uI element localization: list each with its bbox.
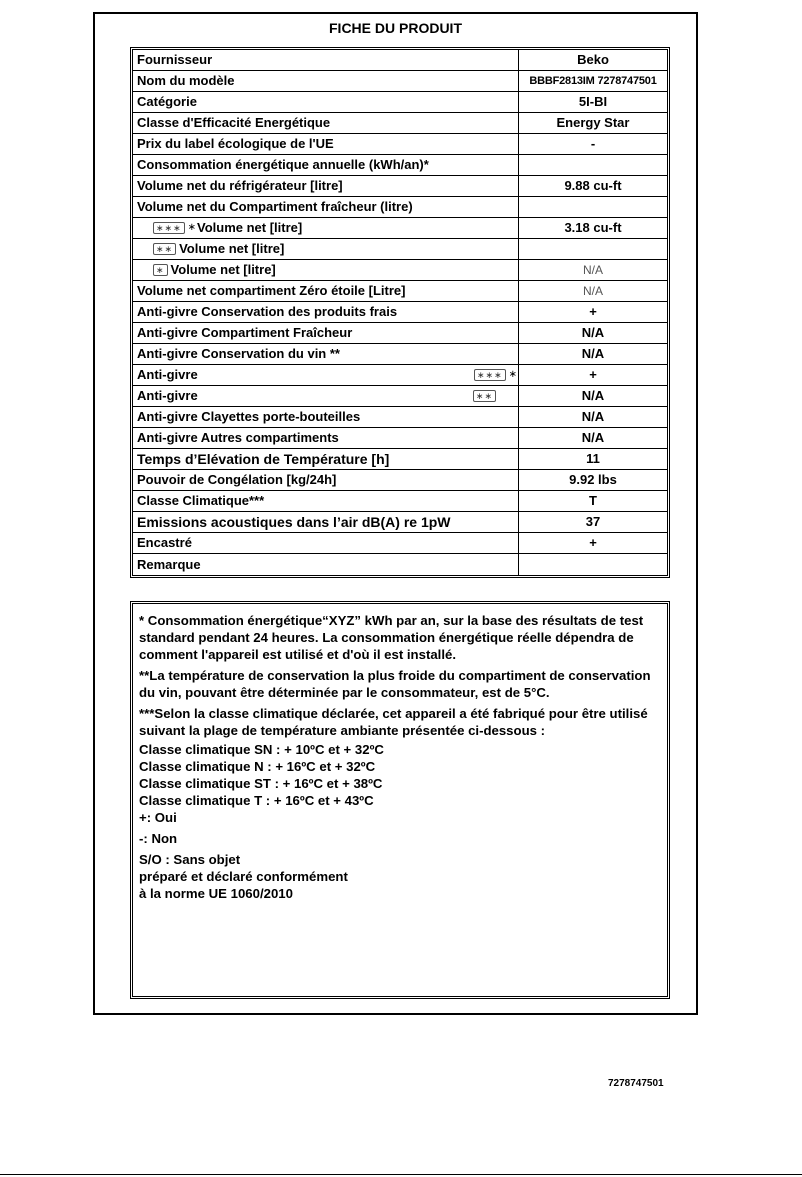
table-row [133, 554, 667, 575]
row-label: Nom du modèle [133, 71, 519, 91]
row-label: Prix du label écologique de l'UE [133, 134, 519, 154]
table-row [133, 50, 667, 71]
climate-class-line: Classe climatique SN : + 10ºC et + 32ºC [139, 742, 384, 757]
row-value: 5I-BI [578, 94, 608, 109]
row-label: Anti-givre [137, 367, 198, 382]
legend-line: à la norme UE 1060/2010 [139, 886, 293, 901]
row-value: + [589, 304, 597, 319]
row-label: Anti-givre Autres compartiments [133, 428, 519, 448]
table-row [133, 176, 667, 197]
row-label-with-icon [133, 239, 519, 259]
row-value [519, 155, 667, 175]
legend-line: -: Non [139, 831, 178, 846]
row-label: Encastré [133, 533, 519, 553]
row-label: Volume net [litre] [197, 220, 303, 235]
legend-line: préparé et déclaré conformément [139, 869, 348, 884]
row-value: 9.92 lbs [569, 472, 617, 487]
climate-class-line: Classe climatique T : + 16ºC et + 43ºC [139, 793, 374, 808]
row-label: Volume net compartiment Zéro étoile [Litre] [133, 281, 519, 301]
row-label: Volume net [litre] [170, 262, 276, 277]
row-label: Temps d’Elévation de Température [h] [133, 449, 519, 469]
row-label: Catégorie [133, 92, 519, 112]
footnotes-box [130, 601, 670, 999]
climate-class-line: Classe climatique N : + 16ºC et + 32ºC [139, 759, 376, 774]
row-label: Classe Climatique*** [133, 491, 519, 511]
table-row [133, 260, 667, 281]
star-tail-icon: ∗ [187, 222, 197, 233]
footnote-wine-temperature: **La température de conservation la plus froide du compartiment de conservation du vin, pouvant être déterminée par le consommateur, est de 5°C. [139, 668, 651, 700]
row-value: N/A [582, 263, 603, 277]
row-label-with-icon [133, 218, 519, 238]
row-label: Volume net du Compartiment fraîcheur (litre) [133, 197, 519, 217]
row-value: + [589, 367, 597, 382]
star-tail-icon: ∗ [508, 369, 517, 380]
table-row [133, 344, 667, 365]
table-row [133, 71, 667, 92]
table-row [133, 470, 667, 491]
row-label: Fournisseur [133, 50, 519, 70]
legend-line: +: Oui [139, 810, 177, 825]
row-value: + [589, 535, 597, 550]
climate-class-line: Classe climatique ST : + 16ºC et + 38ºC [139, 776, 383, 791]
row-value: BBBF2813IM 7278747501 [529, 75, 657, 87]
table-row [133, 281, 667, 302]
one-star-icon: ∗ [153, 264, 168, 276]
table-row [133, 113, 667, 134]
row-label: Anti-givre Conservation des produits frais [133, 302, 519, 322]
row-value: 37 [585, 514, 601, 529]
table-row [133, 533, 667, 554]
row-label: Remarque [133, 554, 519, 575]
product-sheet-frame [93, 12, 698, 1015]
page-bottom-divider [0, 1174, 802, 1175]
table-row [133, 449, 667, 470]
table-row [133, 365, 667, 386]
row-value [519, 554, 667, 575]
row-label-with-icon [133, 386, 519, 406]
row-value: 3.18 cu-ft [564, 220, 622, 235]
row-value: - [590, 136, 596, 151]
table-row [133, 323, 667, 344]
row-value: N/A [581, 409, 605, 424]
row-value: N/A [582, 284, 603, 298]
row-label: Consommation énergétique annuelle (kWh/an)* [133, 155, 519, 175]
row-label: Anti-givre Conservation du vin ** [133, 344, 519, 364]
table-row [133, 239, 667, 260]
row-label: Anti-givre Clayettes porte-bouteilles [133, 407, 519, 427]
legend-line: S/O : Sans objet [139, 852, 241, 867]
footnote-climate-class: ***Selon la classe climatique déclarée, cet appareil a été fabriqué pour être utilisé suivant la plage de température ambiante présentée ci-dessous : [139, 706, 648, 738]
table-row [133, 512, 667, 533]
two-star-icon: ∗∗ [473, 390, 496, 402]
reference-number: 7278747501 [608, 1078, 664, 1089]
row-label-with-icon [133, 365, 519, 385]
row-label: Emissions acoustiques dans l’air dB(A) re 1pW [133, 512, 519, 532]
table-row [133, 428, 667, 449]
row-label: Volume net du réfrigérateur [litre] [133, 176, 519, 196]
table-row [133, 134, 667, 155]
row-value [519, 197, 667, 217]
row-label: Classe d'Efficacité Energétique [133, 113, 519, 133]
row-value [519, 239, 667, 259]
table-row [133, 491, 667, 512]
product-table [130, 47, 670, 578]
footnote-energy: * Consommation énergétique“XYZ” kWh par an, sur la base des résultats de test standard pendant 24 heures. La consommation énergétique réelle dépendra de comment l'appareil est utilisé et d'où il est installé. [139, 613, 644, 662]
three-star-icon: ∗∗∗ [153, 222, 185, 234]
table-row [133, 407, 667, 428]
row-label: Pouvoir de Congélation [kg/24h] [133, 470, 519, 490]
row-label-with-icon [133, 260, 519, 280]
row-value: N/A [581, 388, 605, 403]
table-row [133, 92, 667, 113]
table-row [133, 218, 667, 239]
two-star-icon: ∗∗ [153, 243, 176, 255]
table-row [133, 155, 667, 176]
row-value: 11 [586, 451, 600, 466]
table-row [133, 302, 667, 323]
table-row [133, 197, 667, 218]
three-star-icon: ∗∗∗ [474, 369, 506, 381]
row-value: 9.88 cu-ft [564, 178, 622, 193]
table-row [133, 386, 667, 407]
row-value: N/A [581, 325, 605, 340]
row-value: N/A [581, 430, 605, 445]
row-label: Anti-givre Compartiment Fraîcheur [133, 323, 519, 343]
row-value: Beko [577, 52, 609, 67]
row-value: N/A [581, 346, 605, 361]
row-label: Volume net [litre] [179, 241, 285, 256]
row-value: T [589, 493, 597, 508]
row-label: Anti-givre [137, 388, 198, 403]
row-value: Energy Star [556, 115, 630, 130]
sheet-title: FICHE DU PRODUIT [329, 20, 462, 36]
